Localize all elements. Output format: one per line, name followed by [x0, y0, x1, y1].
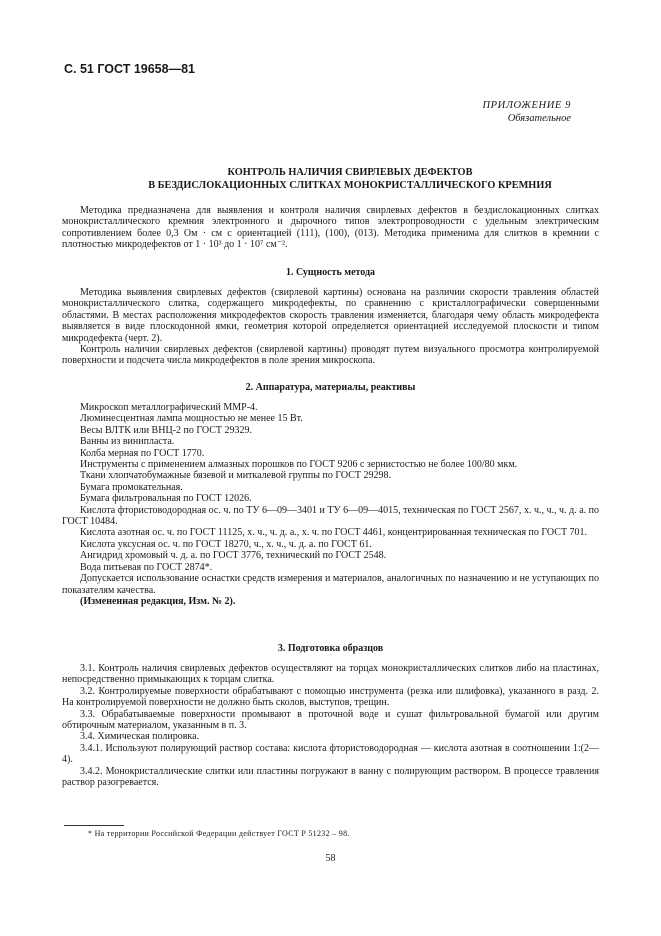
- list-item: Бумага фильтровальная по ГОСТ 12026.: [80, 493, 252, 505]
- title-line-1: КОНТРОЛЬ НАЛИЧИЯ СВИРЛЕВЫХ ДЕФЕКТОВ: [227, 167, 473, 178]
- clause: 3.4.2. Монокристаллические слитки или пластины погружают в ванну с полирующим раствором. В процессе травления раствор разогревается.: [62, 765, 599, 789]
- title-line-2: В БЕЗДИСЛОКАЦИОННЫХ СЛИТКАХ МОНОКРИСТАЛЛИЧЕСКОГО КРЕМНИЯ: [148, 179, 552, 191]
- list-item: Колба мерная по ГОСТ 1770.: [80, 447, 205, 459]
- list-item: Инструменты с применением алмазных порошков по ГОСТ 9206 с зернистостью не более 100/80 мкм.: [80, 459, 518, 471]
- list-item: Люминесцентная лампа мощностью не менее 15 Вт.: [80, 413, 303, 425]
- intro-text: Методика предназначена для выявления и контроля наличия свирлевых дефектов в бездислокационных слитках монокристаллического кремния электронного и дырочного типов электропроводности с удельным электрическим сопротивлением более 0,3 Ом · см с ориентацией (111), (100), (013). Методика применима для слитков в кремнии с плотностью микродефектов от 1 · 10³ до 1 · 10⁷ см⁻².: [62, 205, 599, 251]
- section-1-paragraph: Методика выявления свирлевых дефектов (свирлевой картины) основана на различии скорости травления областей монокристаллического слитка, содержащего микродефекты, по сравнению с кристаллографически совершенными областями. В местах расположения микродефектов скорость травления изменяется, благодаря чему область микродефекта выявляется в виде плоскодонной ямки, геометрия которой определяется ориентацией исследуемой плоскости и типом микродефекта (черт. 2).: [62, 287, 599, 344]
- footnote-divider: [64, 825, 124, 826]
- clause: 3.4.1. Используют полирующий раствор состава: кислота фтористоводородная — кислота азотная в соотношении 1:(2—4).: [62, 742, 599, 766]
- list-item: Микроскоп металлографический ММР-4.: [80, 402, 258, 413]
- section-2-list: [62, 402, 599, 607]
- document-title: [90, 167, 610, 192]
- clause: 3.1. Контроль наличия свирлевых дефектов осуществляют на торцах монокристаллических слитков либо на пластинах, непосредственно примыкающих к торцам слитка.: [62, 663, 599, 686]
- standard-code-header: С. 51 ГОСТ 19658—81: [64, 62, 195, 76]
- appendix-number: ПРИЛОЖЕНИЕ 9: [482, 100, 571, 111]
- page-number: 58: [325, 853, 336, 864]
- section-1-paragraph: Контроль наличия свирлевых дефектов (свирлевой картины) проводят путем визуального просмотра контролируемой поверхности и подсчета числа микродефектов в поле зрения микроскопа.: [62, 344, 599, 367]
- list-item: Кислота фтористоводородная ос. ч. по ТУ 6—09—3401 и ТУ 6—09—4015, техническая по ГОСТ 2567, х. ч., ч., ч. д. а. по ГОСТ 10484.: [62, 504, 599, 528]
- list-item: Кислота азотная ос. ч. по ГОСТ 11125, х. ч., ч. д. а., х. ч. по ГОСТ 4461, концентрированная техническая по ГОСТ 701.: [80, 527, 588, 539]
- section-2-heading: 2. Аппаратура, материалы, реактивы: [245, 382, 416, 393]
- list-item: Ангидрид хромовый ч. д. а. по ГОСТ 3776, технический по ГОСТ 2548.: [80, 550, 387, 562]
- list-item: Допускается использование оснастки средств измерения и материалов, аналогичных по назначению и не уступающих по показателям качества.: [62, 573, 599, 596]
- section-3-list: [62, 663, 599, 788]
- appendix-status: Обязательное: [507, 113, 571, 124]
- section-1-heading: 1. Сущность метода: [285, 267, 376, 278]
- clause: 3.3. Обрабатываемые поверхности промывают в проточной воде и сушат фильтровальной бумагой или другим обтирочным материалом, указанным в п. 3.: [62, 708, 599, 732]
- clause: 3.2. Контролируемые поверхности обрабатывают с помощью инструмента (резка или шлифовка), указанного в разд. 2. На контролируемой поверхности не должно быть сколов, выступов, трещин.: [62, 685, 599, 709]
- list-item: Кислота уксусная ос. ч. по ГОСТ 18270, ч., х. ч., ч. д. а. по ГОСТ 61.: [80, 538, 372, 550]
- appendix-label: [482, 99, 571, 125]
- list-item: Вода питьевая по ГОСТ 2874*.: [80, 561, 213, 573]
- list-item: Весы ВЛТК или ВНЦ-2 по ГОСТ 29329.: [80, 424, 253, 436]
- revision-note: (Измененная редакция, Изм. № 2).: [80, 595, 236, 607]
- clause: 3.4. Химическая полировка.: [80, 731, 200, 743]
- footnote: * На территории Российской Федерации действует ГОСТ Р 51232 – 98.: [88, 829, 350, 838]
- list-item: Бумага промокательная.: [80, 481, 183, 493]
- list-item: Ванны из винипласта.: [80, 436, 175, 448]
- intro-paragraph: [62, 205, 599, 251]
- section-1-body: [62, 287, 599, 367]
- section-3-heading: 3. Подготовка образцов: [277, 643, 384, 654]
- list-item: Ткани хлопчатобумажные бязевой и миткалевой группы по ГОСТ 29298.: [80, 470, 391, 482]
